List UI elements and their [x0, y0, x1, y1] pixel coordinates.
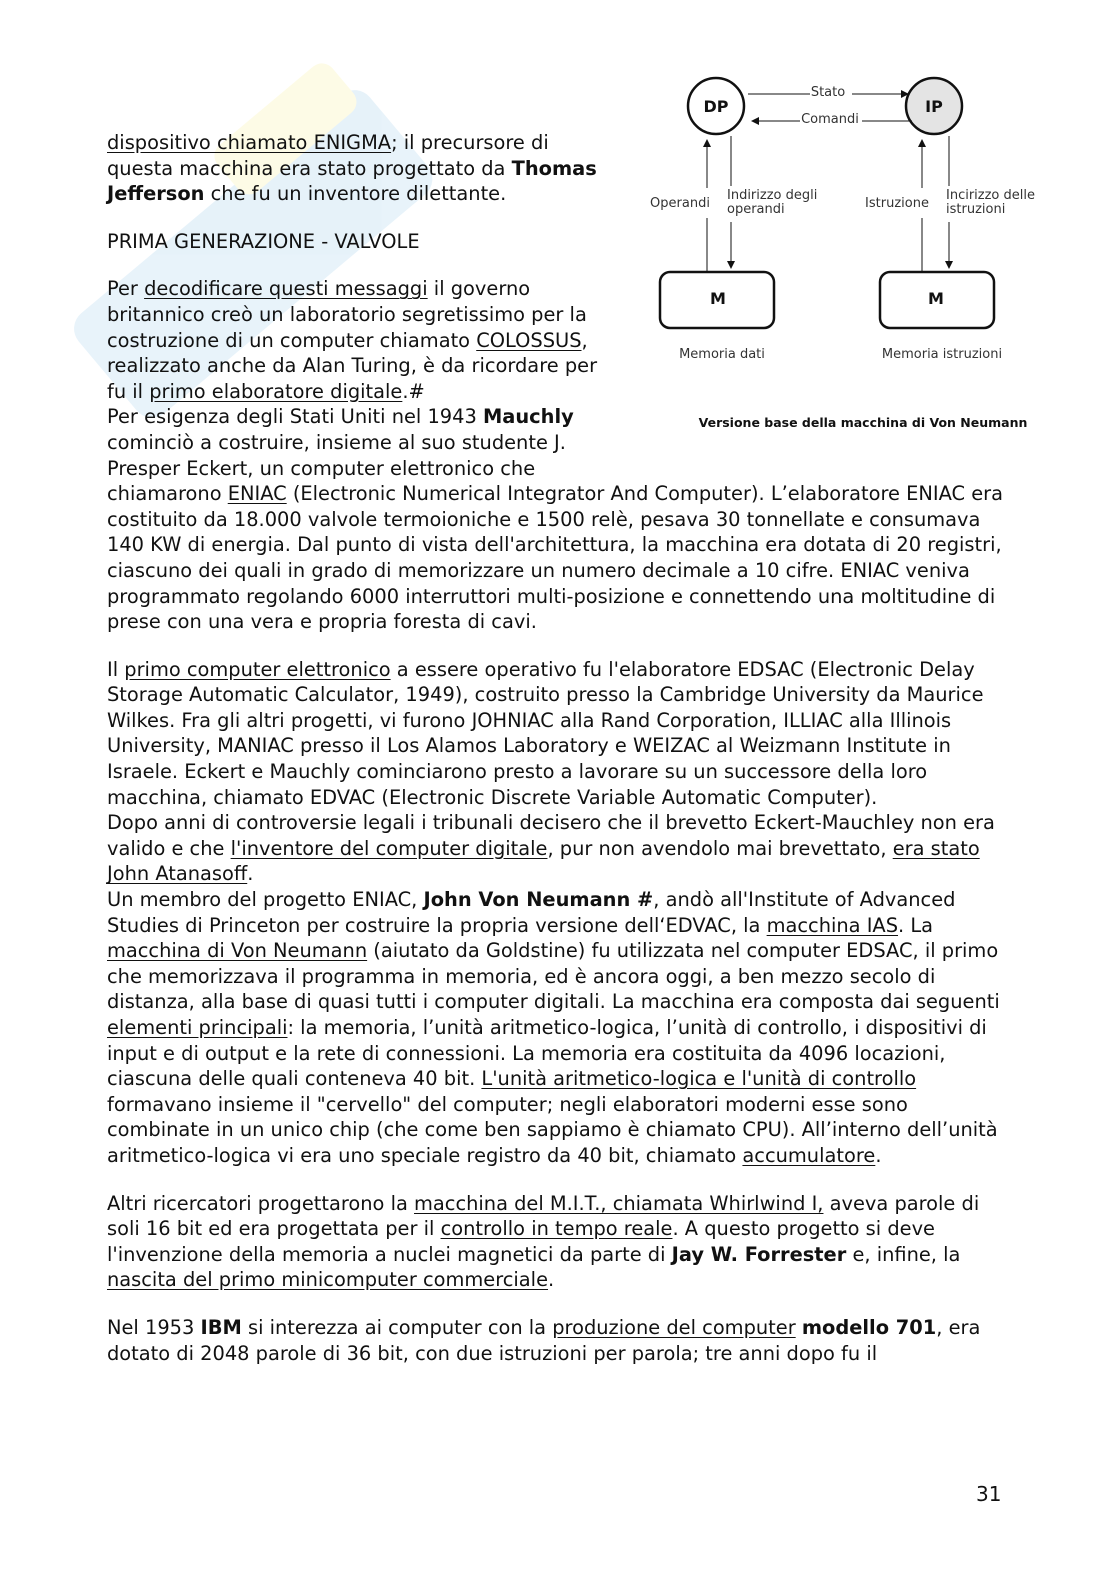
paragraph	[107, 1315, 1005, 1366]
indirizzo-istruzioni-label: Incirizzo delle	[946, 188, 1035, 203]
paragraph	[107, 1191, 1005, 1293]
underlined-text: accumulatore	[742, 1143, 876, 1167]
operandi-label: Operandi	[650, 196, 710, 211]
text-run: aveva parole di soli 16 bit ed era progettata per il	[107, 1191, 980, 1241]
text-run: Il	[107, 657, 125, 681]
underlined-text: ENIAC	[227, 482, 287, 506]
text-run: il governo britannico creò un laboratorio segretissimo per la costruzione di un computer chiamato	[107, 277, 587, 352]
underlined-text: primo computer elettronico	[124, 657, 391, 681]
text-run: .	[548, 1268, 555, 1292]
bold-text: modello 701	[801, 1315, 937, 1339]
paragraph	[107, 887, 1005, 1169]
memoria-dati-label: Memoria dati	[679, 347, 765, 362]
text-run: e, infine, la	[846, 1242, 961, 1266]
text-run: ; il precursore di questa macchina era stato progettato da	[107, 131, 549, 180]
bold-text: Thomas Jefferson	[107, 156, 597, 206]
indirizzo-operandi-label: Indirizzo degli	[727, 188, 818, 203]
underlined-text: dispositivo chiamato ENIGMA	[107, 131, 392, 154]
comandi-label: Comandi	[801, 112, 859, 127]
text-run: . La	[898, 913, 934, 937]
text-run: Per	[107, 277, 145, 301]
text-run: , realizzato anche da Alan Turing, è da ricordare per fu il	[107, 328, 598, 403]
stato-label: Stato	[810, 85, 846, 100]
underlined-text: macchina IAS	[766, 913, 899, 937]
underlined-text: decodificare questi messaggi	[144, 277, 428, 301]
dp-label: DP	[703, 97, 729, 116]
text-run: . A questo progetto si deve l'invenzione della memoria a nuclei magnetici da parte di	[107, 1217, 935, 1266]
underlined-text: nascita del primo minicomputer commerciale	[107, 1268, 549, 1292]
text-run: , andò all'Institute of Advanced Studies di Princeton per costruire la propria versione dell‘EDVAC, la	[107, 888, 956, 937]
bold-text: Mauchly	[482, 405, 574, 429]
page-number: 31	[976, 1482, 1002, 1506]
diagram-caption: Versione base della macchina di Von Neumann	[698, 415, 1028, 430]
m2-label: M	[928, 289, 944, 308]
paragraph	[107, 657, 1005, 811]
text-run: .	[247, 862, 254, 886]
text-run: , pur non avendolo mai brevettato,	[547, 836, 893, 860]
text-run: Altri ricercatori progettarono la	[107, 1191, 415, 1215]
text-run: a essere operativo fu l'elaboratore EDSAC (Electronic Delay Storage Automatic Calculator, 1949), costruito presso la Cambridge University da Maurice Wilkes. Fra gli altri progetti, vi furono JOHNIAC alla Rand Corporation, ILLIAC alla Illinois University, MANIAC presso il Los Alamos Laboratory e WEIZAC al Weizmann Institute in Israele. Eckert e Mauchly cominciarono presto a lavorare su un successore della loro macchina, chiamato EDVAC (Electronic Discrete Variable Automatic Computer).	[107, 657, 984, 809]
text-run: cominciò a costruire, insieme al suo studente J. Presper Eckert, un computer elettronico che chiamarono	[107, 430, 566, 506]
bold-text: IBM	[200, 1315, 242, 1339]
text-run: , era dotato di 2048 parole di 36 bit, con due istruzioni per parola; tre anni dopo fu il	[107, 1315, 981, 1365]
underlined-text: l'inventore del computer digitale	[230, 836, 548, 860]
underlined-text: era stato John Atanasoff	[107, 836, 980, 886]
m1-label: M	[710, 289, 726, 308]
text-run: (Electronic Numerical Integrator And Computer). L’elaboratore ENIAC era costituito da 18.000 valvole termoioniche e 1500 relè, pesava 30 tonnellate e consumava 140 KW di energia. Dal punto di vista dell'architettura, la macchina era dotata di 20 registri, ciascuno dei quali in grado di memorizzare un numero decimale a 10 cifre. ENIAC veniva programmato regolando 6000 interruttori multi-posizione e connettendo una moltitudine di prese con una vera e propria foresta di cavi.	[107, 482, 1004, 634]
text-run: Un membro del progetto ENIAC,	[107, 888, 424, 912]
istruzione-label: Istruzione	[865, 196, 929, 211]
indirizzo-istruzioni-label-2: istruzioni	[946, 202, 1006, 217]
underlined-text: macchina di Von Neumann	[107, 939, 368, 963]
text-run: (aiutato da Goldstine) fu utilizzata nel computer EDSAC, il primo che memorizzava il programma in memoria, ed è ancora oggi, a ben mezzo secolo di distanza, alla base di quasi tutti i computer digitali. La macchina era composta dai seguenti	[107, 939, 1000, 1014]
text-run: formavano insieme il "cervello" del computer; negli elaboratori moderni esse sono combinate in un unico chip (che come ben sappiamo è chiamato CPU). All’interno dell’unità aritmetico-logica vi era uno speciale registro da 40 bit, chiamato	[107, 1092, 998, 1167]
underlined-text: primo elaboratore digitale	[149, 379, 403, 403]
bold-text: John Von Neumann #	[423, 888, 654, 912]
underlined-text: elementi principali	[107, 1016, 288, 1039]
underlined-text: controllo in tempo reale	[440, 1217, 673, 1241]
underlined-text: COLOSSUS	[476, 328, 582, 352]
indirizzo-operandi-label-2: operandi	[727, 202, 785, 217]
body-text	[107, 130, 1005, 1388]
text-run: PRIMA GENERAZIONE - VALVOLE	[107, 229, 420, 253]
text-run: Nel 1953	[107, 1315, 201, 1339]
text-run: Per esigenza degli Stati Uniti nel 1943	[107, 405, 483, 429]
text-run: .#	[402, 379, 425, 403]
underlined-text: L'unità aritmetico-logica e l'unità di controllo	[481, 1067, 917, 1091]
bold-text: Jay W. Forrester	[671, 1242, 847, 1266]
text-run: .	[875, 1143, 882, 1167]
text-run: che fu un inventore dilettante.	[204, 182, 507, 206]
text-run: : la memoria, l’unità aritmetico-logica, l’unità di controllo, i dispositivi di input e di output e la rete di connessioni. La memoria era costituita da 4096 locazioni, ciascuna delle quali conteneva 40 bit.	[107, 1016, 987, 1091]
underlined-text: produzione del computer	[552, 1315, 796, 1339]
text-run: si interezza ai computer con la	[241, 1315, 553, 1339]
memoria-istruzioni-label: Memoria istruzioni	[881, 347, 1003, 362]
ip-label: IP	[925, 97, 943, 116]
paragraph	[107, 810, 1005, 887]
text-run: Dopo anni di controversie legali i tribunali decisero che il brevetto Eckert-Mauchley non era valido e che	[107, 811, 995, 860]
underlined-text: macchina del M.I.T., chiamata Whirlwind I,	[414, 1191, 824, 1215]
